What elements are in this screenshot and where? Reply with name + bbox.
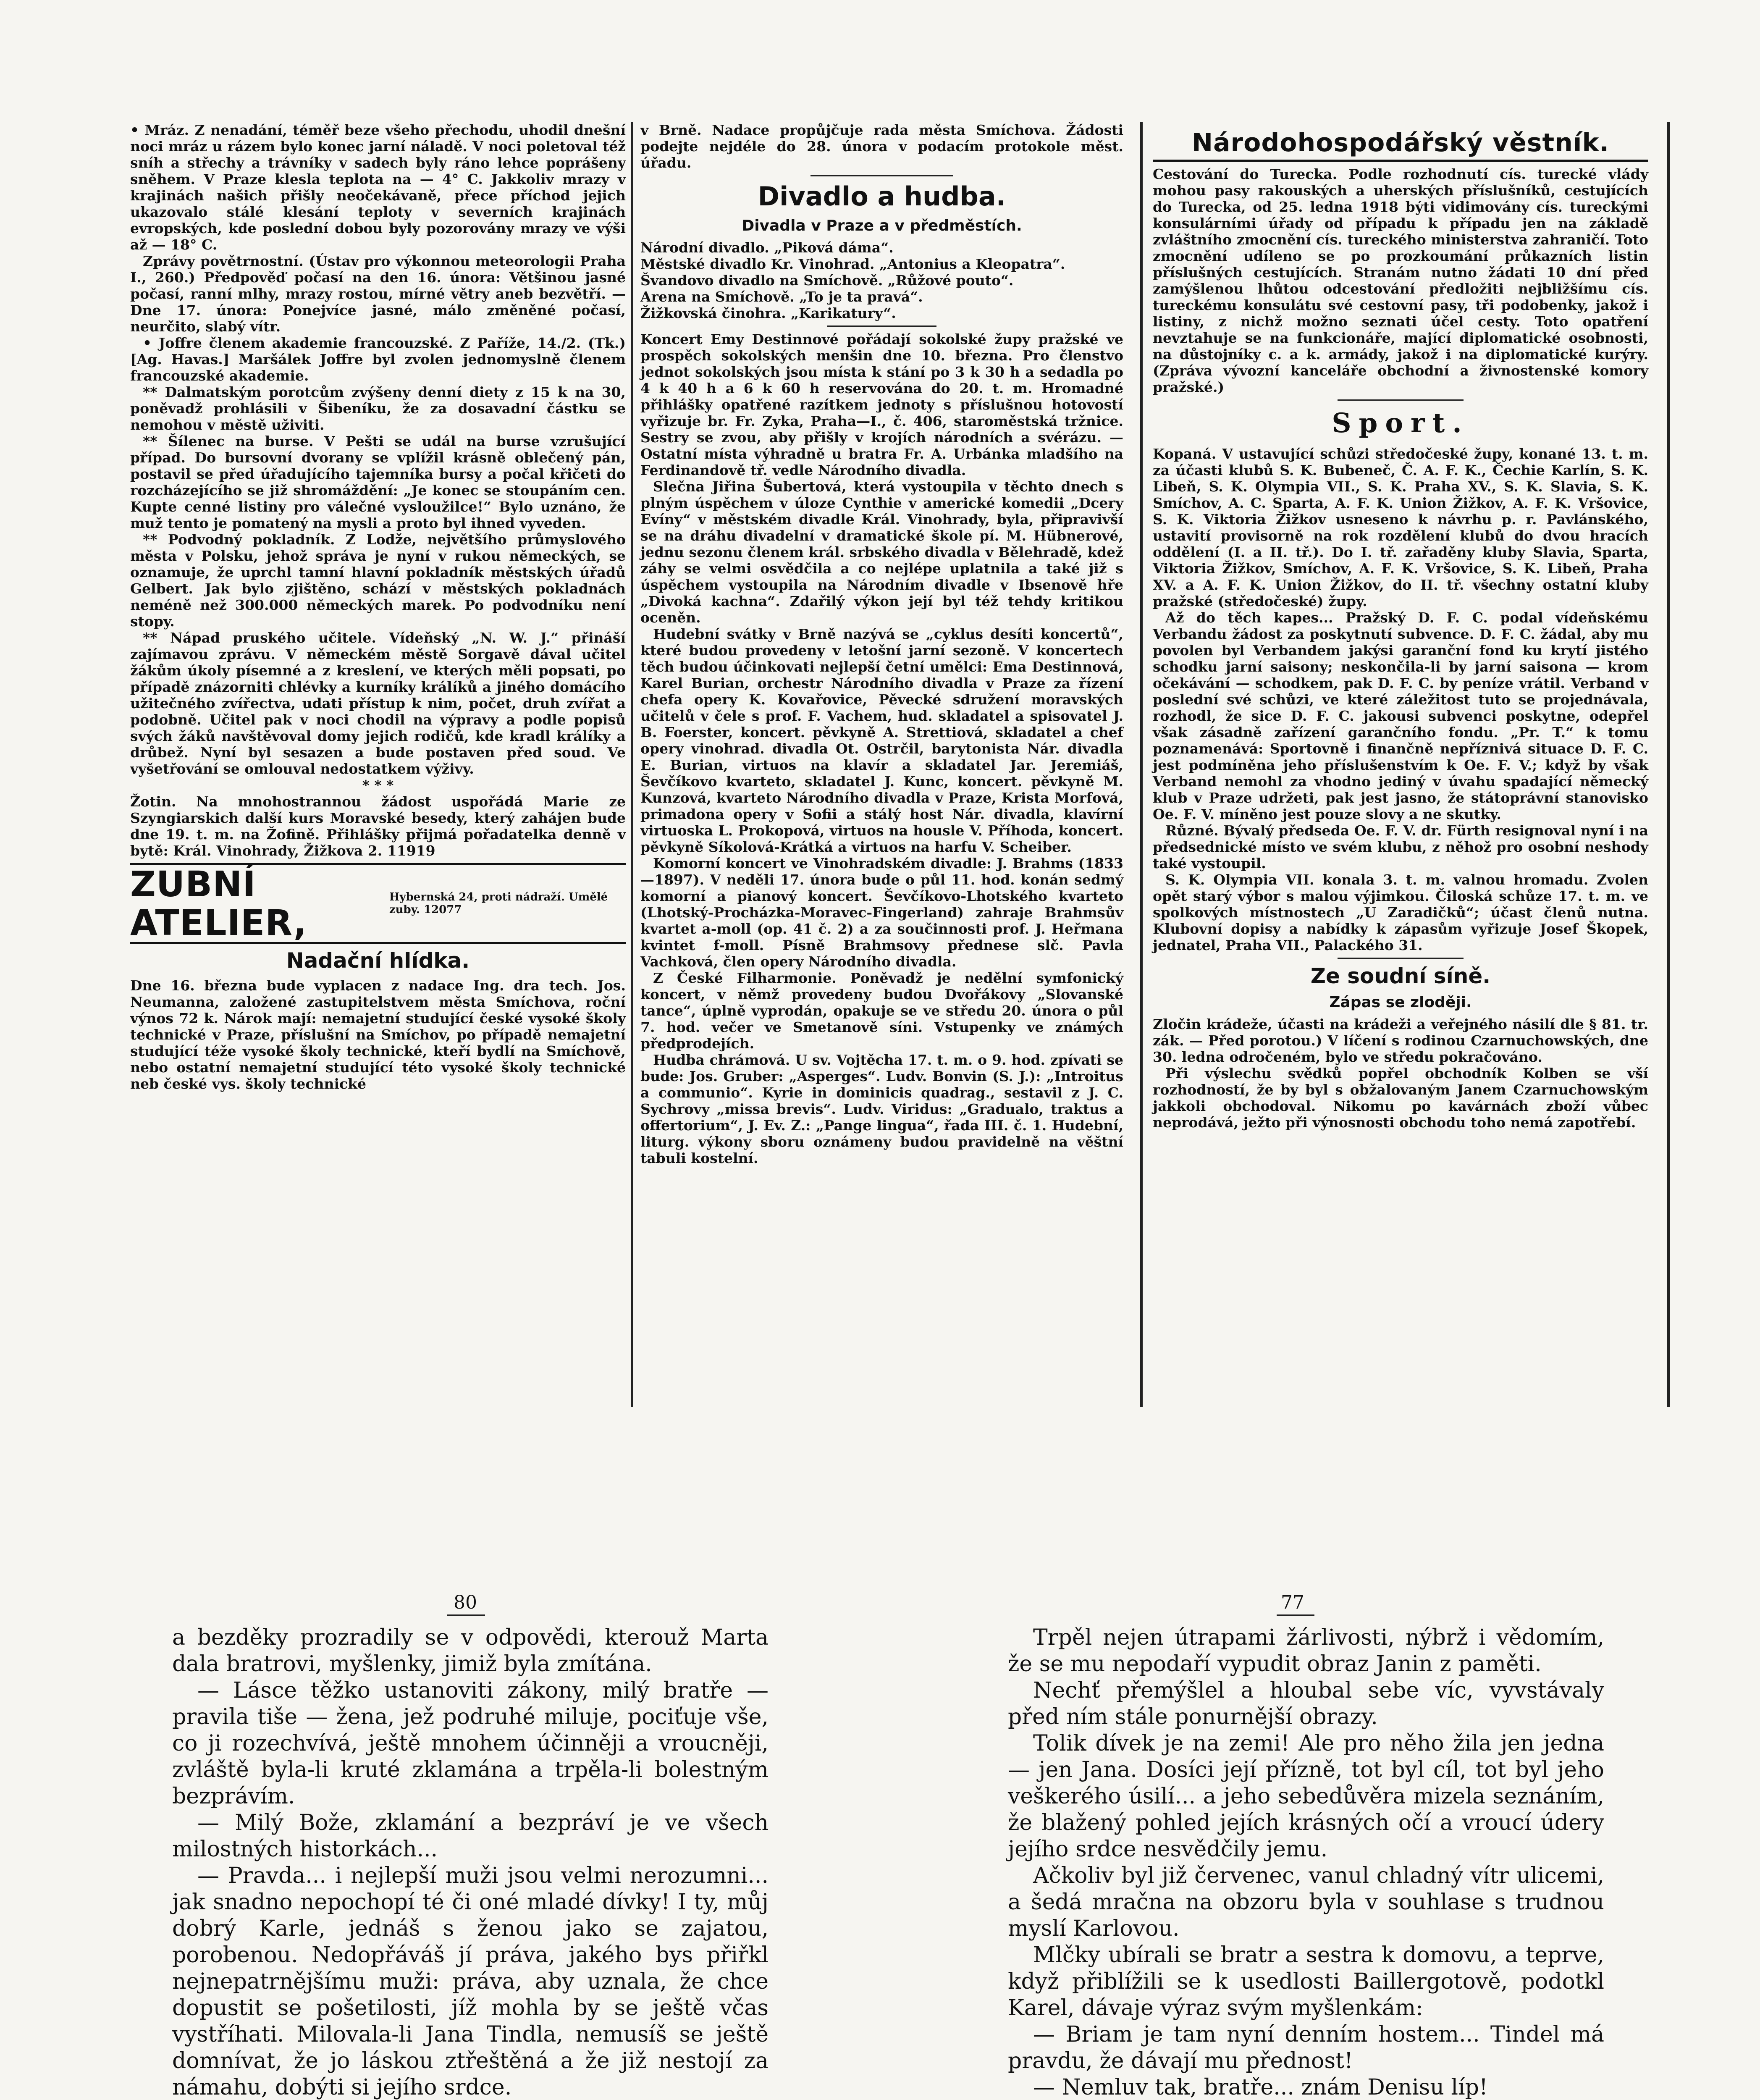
news-item: Kopaná. V ustavující schůzi středočeské župy, konané 13. t. m. za účasti klubů S. K. Bubeneč, Č. A. F. K., Čechie Karlín, S. K. Libeň, S. K. Olympia VII., S. K. Praha XV., S. K. Slavia, S. K. Smíchov, A. C. Sparta, A. F. K. Union Žižkov, A. F. K. Vršovice, S. K. Viktoria Žižkov usneseno k návrhu p. r. Pavlánského, ustavití provisorně na rok rozdělení klubů do dvou hracích oddělení (I. a II. tř.). Do I. tř. zařaděny kluby Slavia, Sparta, Viktoria Žižkov, Smíchov, A. F. K. Vršovice, S. K. Libeň, Praha XV. a A. F. K. Union Žižkov, do II. tř. všechny ostatní kluby pražské (středočeské) župy. <box>1153 446 1648 609</box>
section-stars: * * * <box>362 777 394 793</box>
newspaper-column-2 <box>640 122 1123 1166</box>
page-number-rule <box>1277 1614 1314 1616</box>
news-item: v Brně. Nadace propůjčuje rada města Smíchova. Žádosti podejte nejdéle do 28. února v podacím protokole měst. úřadu. <box>640 122 1123 171</box>
divider <box>1338 958 1464 959</box>
column-rule <box>1667 122 1670 1407</box>
news-item: Zločin krádeže, účasti na krádeži a veřejného násilí dle § 81. tr. zák. — Před porotou.) V líčení s rodinou Czarnuchowských, dne 30. ledna odročeném, bylo ve středu pokračováno. <box>1153 1016 1648 1065</box>
program-line: Městské divadlo Kr. Vinohrad. „Antonius a Kleopatra“. <box>640 256 1065 272</box>
news-item: Slečna Jiřina Šubertová, která vystoupila v těchto dnech s plným úspěchem v úloze Cynthie v americké komedii „Dcery Evíny“ v městském divadle Král. Vinohrady, byla, připravivší se na dráhu divadelní v dramatické škole pí. M. Hübnerové, jednu sezonu členem král. srbského divadla v Bělehradě, kdež záhy se velmi osvědčila a co nejlépe uplatnila a také již s úspěchem vystoupila na Národním divadle v Ibsenově hře „Divoká kachna“. Zdařilý výkon její byl též tehdy kritikou oceněn. <box>640 478 1123 626</box>
right-page-number: 77 <box>1281 1592 1304 1613</box>
theatre-heading: Divadlo a hudba. <box>758 181 1006 212</box>
novel-paragraph: — Lásce těžko ustanoviti zákony, milý bratře — pravila tiše — žena, jež podruhé miluje, pociťuje vše, co ji rozechvívá, ještě mnohem účinněji a vroucněji, zvláště byla-li kruté zklamána a trpěla-li bolestným bezprávím. <box>172 1678 769 1809</box>
news-item: • Mráz. Z nenadání, téměř beze všeho přechodu, uhodil dnešní noci mráz u rázem bylo konec jarní náladě. V noci poletoval též sníh a střechy a trávníky v sadech byly ráno lehce poprášeny sněhem. V Praze klesla teplota na — 4° C. Jakkoliv mrazy v krajinách našich přišly neočekávaně, přece příchod jejich ukazovalo stálé klesání teploty v severních krajinách evropských, kde poslední dobou byly pozorovány mrazy ve výši až — 18° C. <box>130 122 626 253</box>
novel-paragraph: — Nemluv tak, bratře... znám Denisu líp! <box>1033 2075 1488 2100</box>
program-line: Národní divadlo. „Piková dáma“. <box>640 239 894 256</box>
news-item: Různé. Bývalý předseda Oe. F. V. dr. Fürth resignoval nyní i na předsednické místo ve svém klubu, z něhož pro osobní neshody také vystoupil. <box>1153 822 1648 872</box>
program-line: Švandovo divadlo na Smíchově. „Růžové pouto“. <box>640 272 1014 289</box>
divider <box>1338 399 1464 401</box>
court-subheading: Zápas se zloději. <box>1329 994 1472 1011</box>
divider <box>810 175 953 176</box>
novel-paragraph: — Briam je tam nyní denním hostem... Tindel má pravdu, že dávají mu přednost! <box>1008 2022 1604 2074</box>
divider <box>827 326 936 327</box>
novel-paragraph: Tolik dívek je na zemi! Ale pro něho žila jen jedna — jen Jana. Dosíci její přízně, tot byl cíl, tot byl jeho veškerého úsilí... a jeho sebedůvěra mizela seznáním, že blažený pohled jejích krásných očí a vroucí údery jejího srdce nesvědčily jemu. <box>1008 1731 1604 1862</box>
news-item: ** Podvodný pokladník. Z Lodže, největšího průmyslového města v Polsku, jehož správa je nyní v rukou německých, se oznamuje, že uprchl tamní hlavní pokladník městských úřadů Gelbert. Jak bylo zjištěno, schází v městských pokladnách neméně než 300.000 německých marek. Po podvodníku není stopy. <box>130 531 626 630</box>
column-rule <box>631 122 633 1407</box>
newspaper-column-1 <box>130 122 626 1092</box>
program-line: Žižkovská činohra. „Karikatury“. <box>640 305 896 321</box>
novel-paragraph: — Milý Bože, zklamání a bezpráví je ve všech milostných historkách... <box>172 1810 769 1862</box>
ad-address: Hybernská 24, proti nádraží. Umělé zuby. 12077 <box>389 891 608 916</box>
news-item: Komorní koncert ve Vinohradském divadle: J. Brahms (1833—1897). V neděli 17. února bude o půl 11. hod. konán sedmý komorní a pianový koncert. Ševčíkovo-Lhotského kvarteto (Lhotský-Procházka-Moravec-Fingerland) zahraje Brahmsův kvartet a-moll (op. 41 č. 2) a za součinnosti prof. J. Heřmana kvintet f-moll. Písně Brahmsovy přednese slč. Pavla Vachková, člen opery Národního divadla. <box>640 855 1123 970</box>
news-item: Při výslechu svědků popřel obchodník Kolben se vší rozhodností, že by byl s obžalovaným Janem Czarnuchowským jakkoli obchodoval. Nikomu po kavárnách zboží vůbec neprodává, ježto při výnosnosti obchodu toho nemá zapotřebí. <box>1153 1065 1648 1131</box>
theatre-subheading: Divadla v Praze a v předměstích. <box>742 217 1022 234</box>
news-item: Až do těch kapes... Pražský D. F. C. podal vídeňskému Verbandu žádost za poskytnutí subvence. D. F. C. žádal, aby mu povolen byl Verbandem jakýsi garanční fond ku krytí jistého schodku jarní saisony; neskončila-li by jarní saisona — krom očekávání — schodkem, pak D. F. C. by peníze vrátil. Verband v poslední své schůzi, ve které záležitost tuto se projednávala, rozhodl, že sice D. F. C. jakousi subvenci poskytne, odepřel však zásadně zařízení garančního fondu. „Pr. T.“ k tomu poznamenává: Sportovně i finančně nepříznivá situace D. F. C. jest podmíněna jeho příslušenstvím k Oe. F. V.; když by však Verband nemohl za vhodno jediný v úvahu spadající německý klub v Praze udržeti, pak jest jasno, že státoprávní stanovisko Oe. F. V. míněno jest pouze slovy a ne skutky. <box>1153 609 1648 822</box>
news-item: • Joffre členem akademie francouzské. Z Paříže, 14./2. (Tk.) [Ag. Havas.] Maršálek Joffre byl zvolen jednomyslně členem francouzské akademie. <box>130 335 626 384</box>
news-item: Hudební svátky v Brně nazývá se „cyklus desíti koncertů“, které budou provedeny v letošní jarní sezoně. V koncertech těch budou účinkovati nejlepší četní umělci: Ema Destinnová, Karel Burian, orchestr Národního divadla v Praze za řízení chefa opery K. Kovařovice, Pěvecké sdružení moravských učitelů v čele s prof. F. Vachem, hud. skladatel a spisovatel J. B. Foerster, koncert. pěvkyně A. Strettiová, skladatel a chef opery vinohrad. divadla Ot. Ostrčil, barytonista Nár. divadla E. Burian, virtuos na klavír a skladatel Jar. Jeremiáš, Ševčíkovo kvarteto, skladatel J. Kunc, koncert. pěvkyně M. Kunzová, kvarteto Národního divadla v Praze, Krista Morfová, primadona opery v Sofii a stálý host Nár. divadla, klavírní virtuoska L. Prokopová, virtuos na housle V. Příhoda, koncert. pěvkyně Síkolová-Krátká a virtuos na harfu V. Scheiber. <box>640 626 1123 855</box>
news-item: ** Nápad pruského učitele. Vídeňský „N. W. J.“ přináší zajímavou zprávu. V německém městě Sorgavě dával učitel žákům úkoly písemné a z kreslení, ve kterých měli popsati, po případě znázorniti chlévky a kurníky králíků a jiného domácího užitečného zvířectva, udati přístup k nim, počet, druh zvířat a podobně. Učitel pak v noci chodil na výpravy a podle popisů svých žáků navštěvoval domy jejich rodičů, kde kradl králíky a drůbež. Nyní byl sesazen a bude postaven před soud. Ve vyšetřování se omlouval nedostatkem výživy. <box>130 630 626 777</box>
novel-paragraph: Trpěl nejen útrapami žárlivosti, nýbrž i vědomím, že se mu nepodaří vypudit obraz Janin z paměti. <box>1008 1625 1604 1677</box>
newspaper-column-3 <box>1153 122 1648 1131</box>
news-item: ** Šílenec na burse. V Pešti se udál na burse vzrušující případ. Do bursovní dvorany se vplížil krásně oblečený pán, postavil se před úřadujícího tajemníka bursy a počal křičeti do rozcházejícího se již shromáždění: „Je konec se stoupáním cen. Kupte cenné listiny pro válečné vysloužilce!“ Bylo uznáno, že muž tento je pomatený na mysli a proto byl ihned vyveden. <box>130 433 626 531</box>
left-page-number: 80 <box>454 1592 477 1613</box>
news-item: Koncert Emy Destinnové pořádají sokolské župy pražské ve prospěch sokolských menšin dne 10. března. Pro členstvo jednot sokolských jsou místa k stání po 3 k 30 h a sedadla po 4 k 40 h a 6 k 60 h reservována do 20. t. m. Hromadné přihlášky opatřené razítkem jednoty s příslušnou hotovostí vyřizuje br. Fr. Zyka, Praha—I., č. 406, staroměstská tržnice. Sestry se zvou, aby přišly v krojích národních a svérázu. — Ostatní místa výhradně u bratra Fr. A. Urbánka mladšího na Ferdinandově tř. vedle Národního divadla. <box>640 331 1123 478</box>
page-number-rule <box>447 1614 485 1616</box>
news-item: Žotin. Na mnohostrannou žádost uspořádá Marie ze Szyngiarskich další kurs Moravské besedy, který zahájen bude dne 19. t. m. na Žofině. Přihlášky přijmá pořadatelka denně v bytě: Král. Vinohrady, Žižkova 2. 11919 <box>130 793 626 859</box>
column-rule <box>1140 122 1143 1407</box>
novel-paragraph: Nechť přemýšlel a hloubal sebe víc, vyvstávaly před ním stále ponurnější obrazy. <box>1008 1678 1604 1730</box>
advertisement <box>130 863 626 944</box>
news-item: Cestování do Turecka. Podle rozhodnutí cís. turecké vlády mohou pasy rakouských a uherských příslušníků, cestujících do Turecka, od 25. ledna 1918 býti vidimovány cís. tureckými konsulárními úřady od případu k případu jen na základě zvláštního zmocnění cís. tureckého ministerstva zahraničí. Toto zmocnění udíleno se po prozkoumání průkazních listin příslušných cestujících. Stranám nutno žádati 10 dní před zamýšlenou lhůtou odcestování předložiti nejbližšímu cís. tureckému konsulátu své cestovní pasy, tři podobenky, jakož i listiny, z nichž možno seznati účel cesty. Toto opatření nevztahuje se na funkcionáře, mající diplomatické osobnosti, na důstojníky c. a k. armády, jakož i na diplomatické kurýry. (Zpráva vývozní kanceláře obchodní a živnostenské komory pražské.) <box>1153 166 1648 395</box>
news-item: ** Dalmatským porotcům zvýšeny denní diety z 15 k na 30, poněvadž prohlásili v Šibeníku, že za dosavadní částku se nemohou v městě uživiti. <box>130 384 626 433</box>
news-item: Hudba chrámová. U sv. Vojtěcha 17. t. m. o 9. hod. zpívati se bude: Jos. Gruber: „Asperges“. Ludv. Bonvin (S. J.): „Introitus a communio“. Kyrie in dominicis quadrag., sestavil z J. C. Sychrovy „missa brevis“. Ludv. Viridus: „Gradualo, traktus a offertorium“, J. Ev. Z.: „Pange lingua“, řada III. č. 1. Hudební, liturg. výkony sboru oznámeny budou pravidelně na věštní tabuli kostelní. <box>640 1052 1123 1166</box>
news-item: S. K. Olympia VII. konala 3. t. m. valnou hromadu. Zvolen opět starý výbor s malou výjimkou. Čiloská schůze 17. t. m. ve spolkových místnostech „U Zaradičků“; účast členů nutna. Klubovní dopisy a nabídky k zápasům vyřizuje Josef Škopek, jednatel, Praha VII., Palackého 31. <box>1153 872 1648 953</box>
novel-paragraph: a bezděky prozradily se v odpovědi, kterouž Marta dala bratrovi, myšlenky, jimiž byla zmítána. <box>172 1625 769 1677</box>
novel-paragraph: Mlčky ubírali se bratr a sestra k domovu, a teprve, když přiblížili se k usedlosti Baillergotově, podotkl Karel, dávaje výraz svým myšlenkám: <box>1008 1942 1604 2021</box>
novel-right-page <box>1008 1625 1604 2100</box>
sport-heading: Sport. <box>1332 407 1469 439</box>
news-item: Dne 16. března bude vyplacen z nadace Ing. dra tech. Jos. Neumanna, založené zastupitelstvem města Smíchova, roční výnos 72 k. Nárok mají: nemajetní studující české vysoké školy technické v Praze, příslušní na Smíchov, po případě nemajetní studující téže vysoké školy technické, kteří bydlí na Smíchově, nebo ostatní nemajetní studující této vysoké školy technické neb české vys. školy technické <box>130 977 626 1092</box>
court-heading: Ze soudní síně. <box>1310 964 1491 988</box>
economy-heading: Národohospodářský věstník. <box>1153 126 1648 162</box>
novel-paragraph: Ačkoliv byl již červenec, vanul chladný vítr ulicemi, a šedá mračna na obzoru byla v souhlase s trudnou myslí Karlovou. <box>1008 1863 1604 1941</box>
novel-paragraph: — Pravda... i nejlepší muži jsou velmi nerozumni... jak snadno nepochopí té či oné mladé dívky! I ty, můj dobrý Karle, jednáš s ženou jako se zajatou, porobenou. Nedopřáváš jí práva, jakého bys přiřkl nejnepatrnějšímu muži: práva, aby uznala, že chce dopustit se pošetilosti, jíž mohla by se ještě včas vystříhati. Milovala-li Jana Tindla, nemusíš se ještě domnívat, že jo láskou ztřeštěná a že již nestojí za námahu, dobýti si jejího srdce. <box>172 1863 769 2100</box>
news-item: Z České Filharmonie. Poněvadž je nedělní symfonický koncert, v němž provedeny budou Dvořákovy „Slovanské tance“, úplně vyprodán, opakuje se ve středu 20. února o půl 7. hod. večer ve Smetanově síni. Vstupenky ve známých předprodejích. <box>640 970 1123 1052</box>
news-item: Zprávy povětrnostní. (Ústav pro výkonnou meteorologii Praha I., 260.) Předpověď počasí na den 16. února: Většinou jasné počasí, ranní mlhy, mrazy rostou, mírné větry aneb bezvětří. — Dne 17. února: Ponejvíce jasné, málo změněné počasí, neurčito, slabý vítr. <box>130 253 626 335</box>
program-line: Arena na Smíchově. „To je ta pravá“. <box>640 289 923 305</box>
foundation-heading: Nadační hlídka. <box>286 948 470 973</box>
ad-name: ZUBNÍ ATELIER, <box>130 864 307 943</box>
novel-left-page <box>172 1625 769 2100</box>
